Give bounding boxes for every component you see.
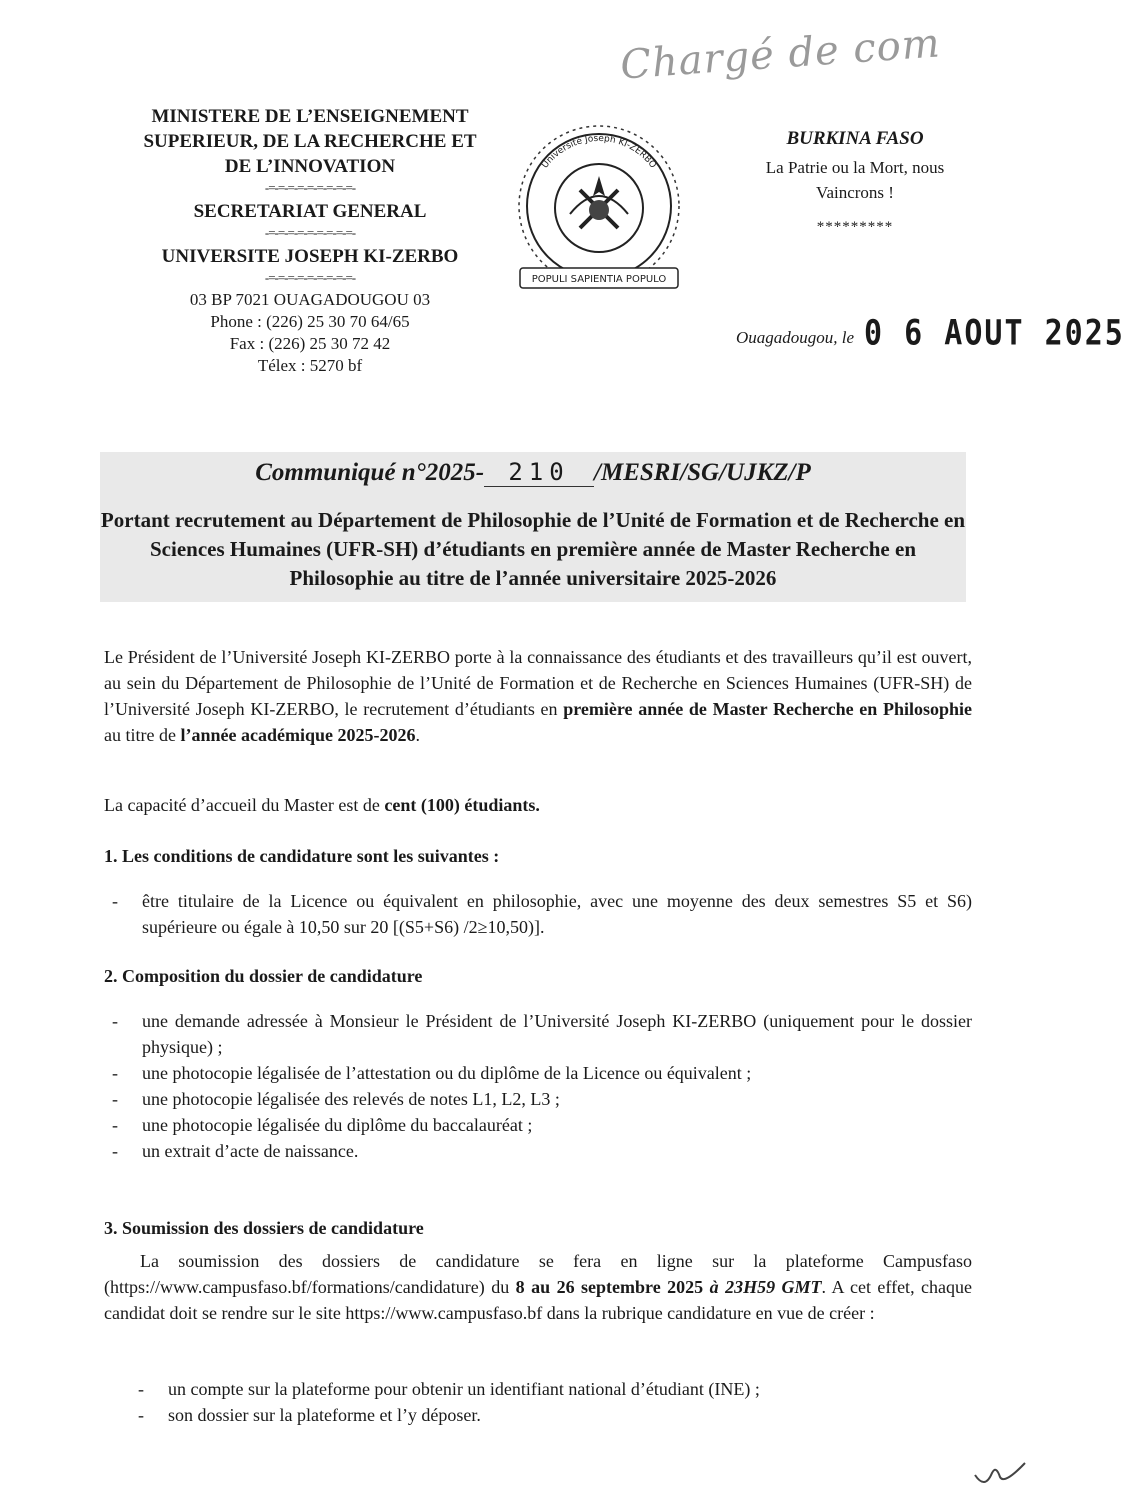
- stars-divider: *********: [816, 219, 894, 235]
- list-item: - un compte sur la plateforme pour obtenir un identifiant national d’étudiant (INE) ;: [130, 1376, 972, 1402]
- country-header: [720, 126, 990, 240]
- communique-suffix: /MESRI/SG/UJKZ/P: [594, 459, 811, 486]
- seal-motto: POPULI SAPIENTIA POPULO: [531, 274, 667, 285]
- section-1-list: [104, 888, 972, 940]
- national-motto-line-1: La Patrie ou la Mort, nous: [765, 158, 945, 177]
- submission-deadline-time: à 23H59 GMT: [709, 1277, 822, 1297]
- separator: -=-=-=-=-=-=-=-=-=-: [264, 225, 356, 240]
- institution-header: [100, 104, 520, 377]
- section-2-heading: 2. Composition du dossier de candidature: [104, 966, 423, 986]
- intro-text-1: Le Président de l’Université Joseph KI-ZERBO porte à la connaissance des étudiants et des travailleurs qu’il est ouvert, au sein du Département de Philosophie de l’Unité de Formation et de Recherche en Sciences Humaines (UFR-SH) de l’Université Joseph KI-ZERBO, le recrutement d’étudiants en: [104, 647, 972, 719]
- communique-subject: Portant recrutement au Département de Philosophie de l’Unité de Formation et de Recherche en Sciences Humaines (UFR-SH) d’étudiants en première année de Master Recherche en Philosophie au titre de l’année universitaire 2025-2026: [100, 508, 966, 590]
- university-name: UNIVERSITE JOSEPH KI-ZERBO: [161, 246, 459, 267]
- list-item: - être titulaire de la Licence ou équivalent en philosophie, avec une moyenne des deux semestres S5 et S6) supérieure ou égale à 10,50 sur 20 [(S5+S6) /2≥10,50)].: [104, 888, 972, 940]
- submission-text-2: . A cet effet, chaque candidat doit se rendre sur le site https://www.campusfaso.bf dans la rubrique candidature en vue de créer :: [104, 1277, 972, 1323]
- intro-bold-program: première année de Master Recherche en Philosophie: [563, 699, 972, 719]
- capacity-bold: cent (100) étudiants.: [384, 795, 540, 815]
- country-name: BURKINA FASO: [786, 128, 924, 149]
- ministry-line-2: SUPERIEUR, DE LA RECHERCHE ET: [143, 131, 477, 152]
- section-3-paragraph: [104, 1248, 972, 1326]
- initials-mark-icon: [970, 1455, 1030, 1495]
- national-motto-line-2: Vaincrons !: [816, 183, 894, 202]
- date-stamp: 0 6 AOUT 2025: [864, 313, 1125, 354]
- separator: -=-=-=-=-=-=-=-=-=-: [264, 270, 356, 285]
- section-1-heading: 1. Les conditions de candidature sont les suivantes :: [104, 846, 500, 866]
- submission-dates: 8 au 26 septembre 2025: [515, 1277, 710, 1297]
- fax-number: Fax : (226) 25 30 72 42: [229, 334, 391, 353]
- capacity-paragraph: [104, 792, 972, 818]
- university-seal-icon: [510, 118, 688, 298]
- intro-text-3: .: [415, 725, 420, 745]
- ministry-line-3: DE L’INNOVATION: [224, 156, 396, 177]
- capacity-text: La capacité d’accueil du Master est de: [104, 795, 385, 815]
- communique-prefix: Communiqué n°2025-: [255, 459, 485, 486]
- phone-number: Phone : (226) 25 30 70 64/65: [210, 312, 410, 331]
- intro-bold-year: l’année académique 2025-2026: [180, 725, 416, 745]
- submission-text-1: La soumission des dossiers de candidature se fera en ligne sur la plateforme Campusfaso (https://www.campusfaso.bf/formations/candidature) du: [104, 1251, 972, 1297]
- secretariat-general: SECRETARIAT GENERAL: [193, 201, 427, 222]
- intro-text-2: au titre de: [104, 725, 181, 745]
- section-2-list: [104, 1008, 972, 1164]
- list-item: - une photocopie légalisée des relevés de notes L1, L2, L3 ;: [104, 1086, 972, 1112]
- list-item: - un extrait d’acte de naissance.: [104, 1138, 972, 1164]
- list-item: - une demande adressée à Monsieur le Président de l’Université Joseph KI-ZERBO (uniquement pour le dossier physique) ;: [104, 1008, 972, 1060]
- date-label: Ouagadougou, le: [736, 328, 855, 347]
- list-item: - une photocopie légalisée de l’attestation ou du diplôme de la Licence ou équivalent ;: [104, 1060, 972, 1086]
- intro-paragraph: [104, 644, 972, 748]
- handwritten-note: Chargé de com: [618, 20, 943, 89]
- list-item: - une photocopie légalisée du diplôme du baccalauréat ;: [104, 1112, 972, 1138]
- seal-top-text: Université Joseph KI-ZERBO: [540, 133, 658, 171]
- communique-number: [100, 458, 966, 487]
- list-item: - son dossier sur la plateforme et l’y déposer.: [130, 1402, 972, 1428]
- telex-number: Télex : 5270 bf: [257, 356, 363, 375]
- postal-address: 03 BP 7021 OUAGADOUGOU 03: [189, 290, 431, 309]
- section-3-list: [130, 1376, 972, 1428]
- separator: -=-=-=-=-=-=-=-=-=-: [264, 180, 356, 195]
- date-line: [736, 313, 1125, 354]
- communique-handwritten-number: 210: [484, 458, 594, 487]
- section-3-heading: 3. Soumission des dossiers de candidature: [104, 1218, 424, 1238]
- ministry-line-1: MINISTERE DE L’ENSEIGNEMENT: [151, 106, 469, 127]
